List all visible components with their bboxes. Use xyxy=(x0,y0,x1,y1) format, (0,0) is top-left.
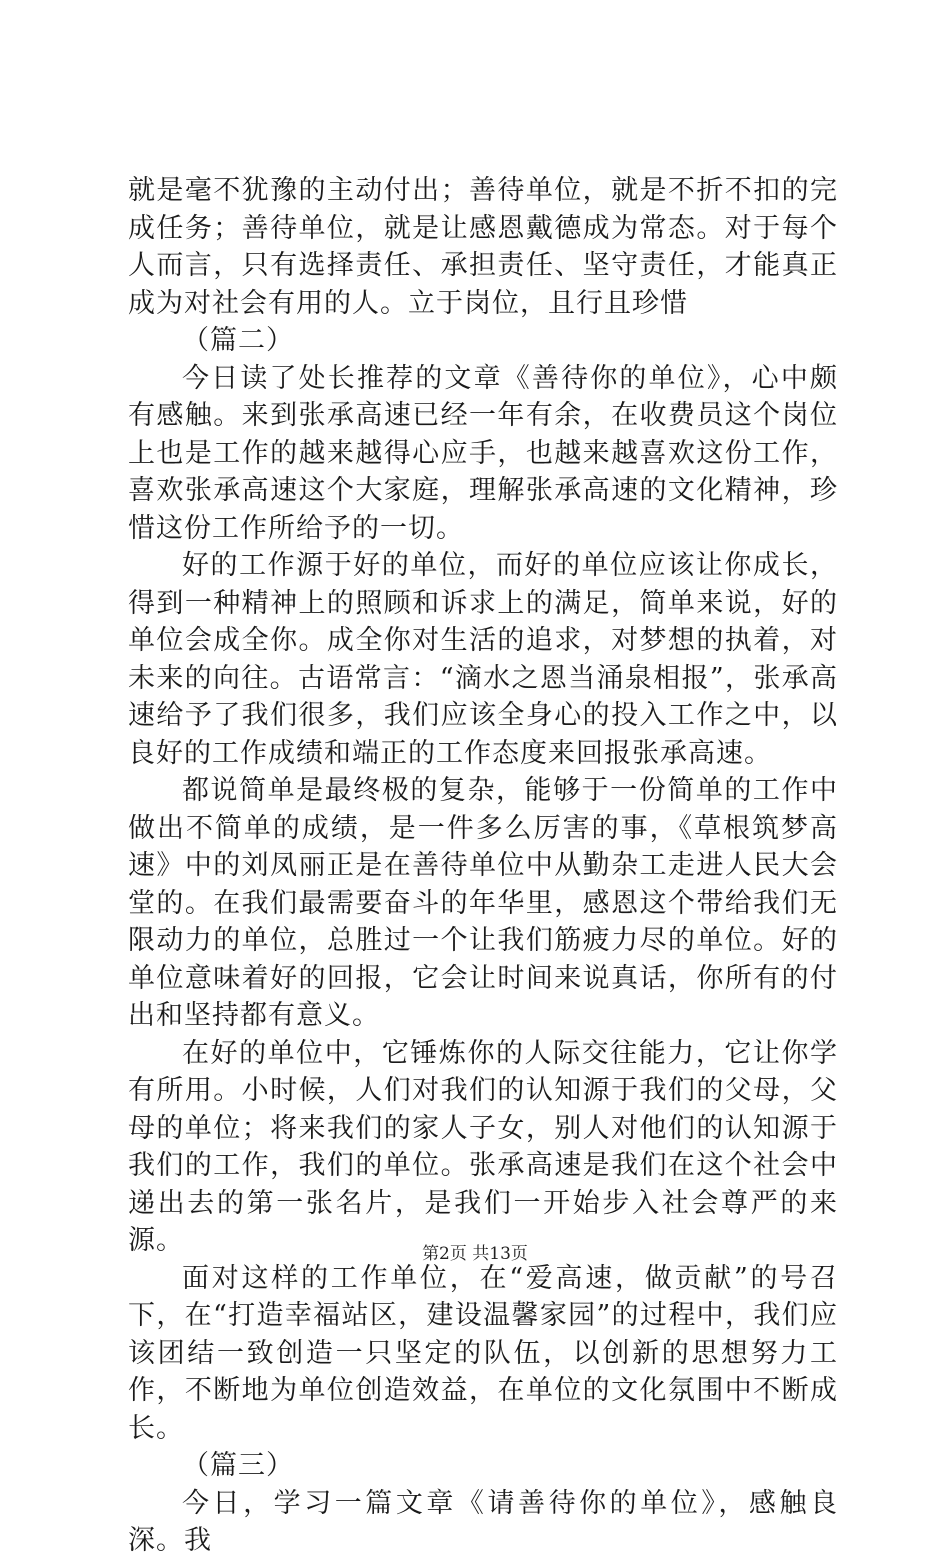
paragraph: 在好的单位中，它锤炼你的人际交往能力，它让你学有所用。小时候，人们对我们的认知源于我们的父母，父母的单位；将来我们的家人子女，别人对他们的认知源于我们的工作，我们的单位。张承高速是我们在这个社会中递出去的第一张名片，是我们一开始步入社会尊严的来源。 xyxy=(128,1037,838,1256)
section-heading-3: （篇三） xyxy=(182,1450,294,1481)
paragraph: 好的工作源于好的单位，而好的单位应该让你成长，得到一种精神上的照顾和诉求上的满足，简单来说，好的单位会成全你。成全你对生活的追求，对梦想的执着，对未来的向往。古语常言：“滴水之恩当涌泉相报”，张承高速给予了我们很多，我们应该全身心的投入工作之中，以良好的工作成绩和端正的工作态度来回报张承高速。 xyxy=(128,550,838,769)
paragraph-continuation: 就是毫不犹豫的主动付出；善待单位，就是不折不扣的完成任务；善待单位，就是让感恩戴德成为常态。对于每个人而言，只有选择责任、承担责任、坚守责任，才能真正成为对社会有用的人。立于岗位，且行且珍惜 xyxy=(128,175,838,319)
page-footer: 第2页 共13页 xyxy=(422,1244,528,1264)
paragraph: 都说简单是最终极的复杂，能够于一份简单的工作中做出不简单的成绩，是一件多么厉害的事，《草根筑梦高速》中的刘凤丽正是在善待单位中从勤杂工走进人民大会堂的。在我们最需要奋斗的年华里，感恩这个带给我们无限动力的单位，总胜过一个让我们筋疲力尽的单位。好的单位意味着好的回报，它会让时间来说真话，你所有的付出和坚持都有意义。 xyxy=(128,775,838,1031)
document-body xyxy=(128,172,838,1560)
section-heading-2: （篇二） xyxy=(182,325,294,356)
paragraph: 今日，学习一篇文章《请善待你的单位》，感触良深。我 xyxy=(128,1487,838,1556)
paragraph: 面对这样的工作单位，在“爱高速，做贡献”的号召下，在“打造幸福站区，建设温馨家园”的过程中，我们应该团结一致创造一只坚定的队伍，以创新的思想努力工作，不断地为单位创造效益，在单位的文化氛围中不断成长。 xyxy=(128,1262,838,1444)
paragraph: 今日读了处长推荐的文章《善待你的单位》，心中颇有感触。来到张承高速已经一年有余，在收费员这个岗位上也是工作的越来越得心应手，也越来越喜欢这份工作，喜欢张承高速这个大家庭，理解张承高速的文化精神，珍惜这份工作所给予的一切。 xyxy=(128,362,838,544)
